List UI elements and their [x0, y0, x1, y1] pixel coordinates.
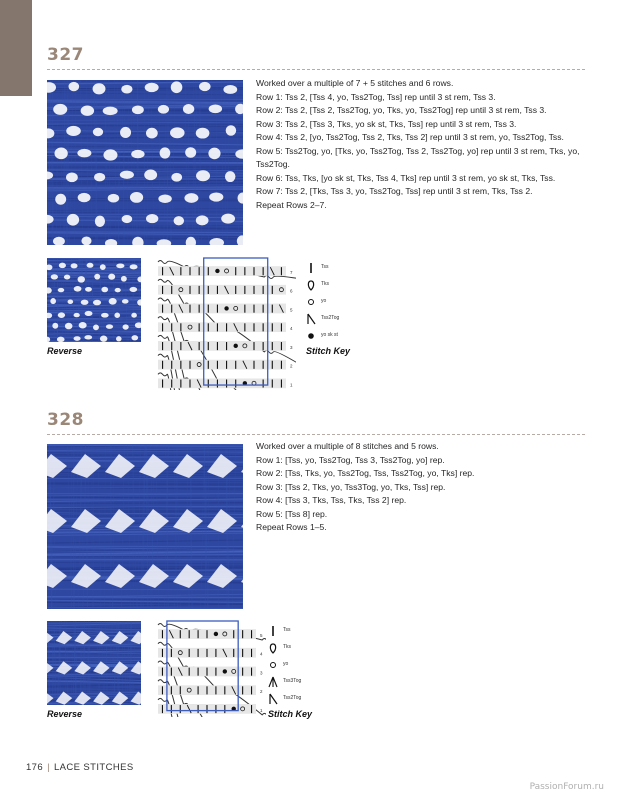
instructions-328 — [256, 440, 596, 535]
yo-sk-st-icon — [306, 330, 316, 342]
instruction-line: Row 3: [Tss 2, Tks, yo, Tss3Tog, yo, Tks, Tss] rep. — [256, 481, 446, 492]
key-label: yo — [283, 661, 289, 667]
chart-row-number: 5 — [260, 632, 263, 638]
key-item-tss3tog — [268, 676, 348, 690]
key-item-yo — [306, 296, 386, 310]
instruction-line: Row 5: Tss2Tog, yo, [Tks, yo, Tss2Tog, Tss 2, Tss2Tog, yo] rep until 3 st rem, Tks, yo, Tss2Tog. — [256, 145, 580, 169]
tss3tog-icon — [268, 676, 278, 688]
watermark: PassionForum.ru — [529, 782, 604, 792]
chart-row-number: 2 — [290, 363, 293, 369]
tss-icon — [268, 625, 278, 637]
page-footer — [26, 762, 134, 773]
reverse-caption-328: Reverse — [47, 709, 83, 719]
key-label: Tks — [321, 281, 330, 287]
key-item-tks — [306, 279, 386, 293]
pattern-number-327: 327 — [47, 45, 84, 65]
instruction-line: Row 1: [Tss, yo, Tss2Tog, Tss 3, Tss2Tog, yo] rep. — [256, 454, 445, 465]
key-item-tss2tog — [268, 693, 348, 707]
instruction-line: Worked over a multiple of 7 + 5 stitches and 6 rows. — [256, 78, 454, 88]
instruction-line: Row 6: Tss, Tks, [yo sk st, Tks, Tss 4, Tks] rep until 3 st rem, yo sk st, Tks, Tss. — [256, 172, 556, 183]
key-item-yo-sk-st — [306, 330, 386, 344]
lace-fabric-photo-328 — [47, 444, 243, 609]
instruction-line: Row 4: [Tss 3, Tks, Tss, Tks, Tss 2] rep. — [256, 495, 407, 505]
instruction-line: Row 5: [Tss 8] rep. — [256, 508, 328, 519]
instruction-line: Row 3: Tss 2, [Tss 3, Tks, yo sk st, Tks, Tss] rep until 3 st rem, Tss 3. — [256, 118, 517, 129]
tks-icon — [268, 642, 278, 654]
key-label: yo — [321, 298, 327, 304]
stitch-key-328 — [268, 625, 348, 705]
key-item-tss — [268, 625, 348, 639]
chart-row-number: 3 — [260, 670, 263, 676]
chart-row-number: 2 — [260, 689, 263, 695]
key-label: Tss2Tog — [321, 315, 340, 321]
chart-row-number: 5 — [290, 307, 293, 313]
instruction-line: Repeat Rows 1–5. — [256, 522, 327, 532]
stitch-chart-327 — [150, 257, 296, 390]
key-label: Tss2Tog — [283, 695, 302, 701]
instruction-line: Row 2: [Tss, Tks, yo, Tss2Tog, Tss, Tss2Tog, yo, Tks] rep. — [256, 468, 475, 478]
chart-row-number: 4 — [290, 326, 293, 332]
chart-row-number: 7 — [290, 269, 293, 275]
key-label: Tks — [283, 644, 292, 650]
instructions-327 — [256, 77, 596, 212]
tks-icon — [306, 279, 316, 291]
key-label: Tss — [321, 264, 329, 270]
photo-327 — [47, 80, 243, 245]
stitch-key-caption-327: Stitch Key — [306, 346, 351, 356]
chart-row-number: 1 — [290, 382, 293, 388]
chart-row-number: 1 — [260, 707, 263, 713]
section-divider-327 — [47, 69, 585, 70]
section-divider-328 — [47, 434, 585, 435]
reverse-caption-327: Reverse — [47, 346, 83, 356]
page-number: 176 — [26, 762, 44, 773]
reverse-fabric-photo-328 — [47, 621, 141, 705]
tss2tog-icon — [306, 313, 316, 325]
instruction-line: Row 4: Tss 2, [yo, Tss2Tog, Tss 2, Tks, Tss 2] rep until 3 st rem, yo, Tss2Tog, Tss. — [256, 132, 564, 142]
lace-fabric-photo-327 — [47, 80, 243, 245]
section-title: LACE STITCHES — [53, 762, 134, 773]
pattern-number-328: 328 — [47, 410, 84, 430]
corner-tab — [0, 0, 32, 96]
reverse-fabric-photo-327 — [47, 258, 141, 342]
instruction-line: Row 7: Tss 2, [Tks, Tss 3, yo, Tss2Tog, Tss] rep until 3 st rem, Tks, Tss 2. — [256, 186, 533, 196]
key-item-tss2tog — [306, 313, 386, 327]
key-label: yo sk st — [321, 332, 338, 338]
reverse-swatch-328 — [47, 621, 141, 705]
instruction-line: Worked over a multiple of 8 stitches and 5 rows. — [256, 441, 439, 451]
stitch-key-caption-328: Stitch Key — [268, 709, 313, 719]
instruction-line: Row 1: Tss 2, [Tss 4, yo, Tss2Tog, Tss] rep until 3 st rem, Tss 3. — [256, 91, 496, 102]
chart-row-number: 4 — [260, 651, 263, 657]
photo-328 — [47, 444, 243, 609]
yo-icon — [306, 296, 316, 308]
key-label: Tss — [283, 627, 291, 633]
chart-row-number: 3 — [290, 344, 293, 350]
key-item-yo — [268, 659, 348, 673]
key-item-tss — [306, 262, 386, 276]
key-item-tks — [268, 642, 348, 656]
footer-separator: | — [47, 762, 50, 773]
tss-icon — [306, 262, 316, 274]
yo-icon — [268, 659, 278, 671]
instruction-line: Repeat Rows 2–7. — [256, 199, 327, 210]
instruction-line: Row 2: Tss 2, [Tss 2, Tss2Tog, yo, Tks, yo, Tss2Tog] rep until 3 st rem, Tss 3. — [256, 105, 547, 115]
tss2tog-icon — [268, 693, 278, 705]
reverse-swatch-327 — [47, 258, 141, 342]
chart-row-number: 6 — [290, 288, 293, 294]
stitch-chart-328 — [150, 620, 266, 717]
key-label: Tss3Tog — [283, 678, 302, 684]
stitch-key-327 — [306, 262, 386, 342]
